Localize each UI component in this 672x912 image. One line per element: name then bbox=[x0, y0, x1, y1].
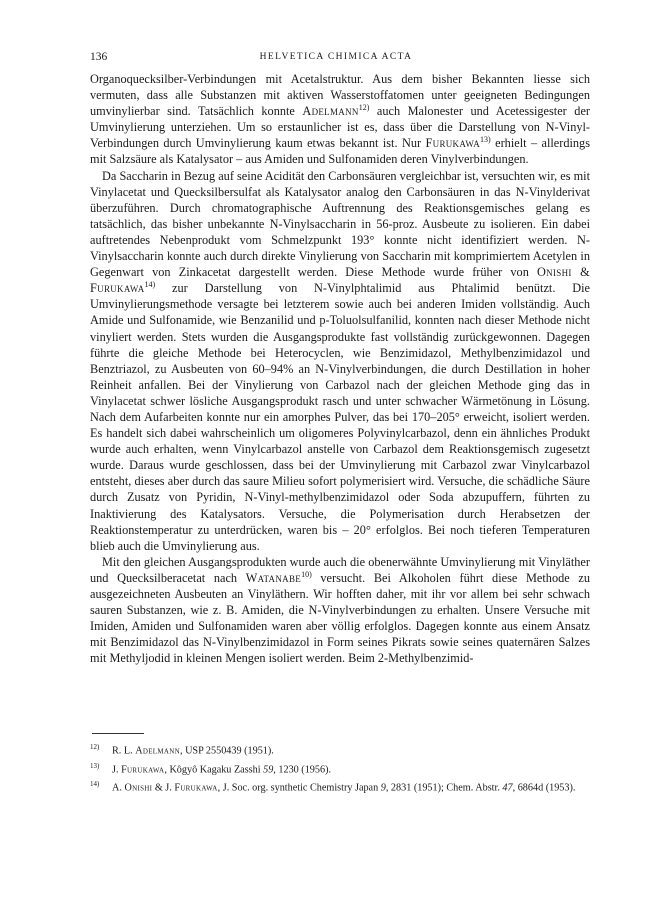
footnote-marker bbox=[90, 759, 112, 778]
footnotes bbox=[90, 740, 590, 796]
page-number: 136 bbox=[90, 51, 108, 63]
volume-number: 9 bbox=[380, 782, 386, 794]
text-run: J. bbox=[112, 764, 122, 776]
author-name: Adelmann bbox=[302, 104, 359, 119]
footnote bbox=[90, 777, 590, 796]
reference-marker: 14) bbox=[144, 280, 156, 290]
page-header bbox=[84, 51, 588, 67]
reference-marker: 13) bbox=[480, 135, 491, 145]
author-name: Watanabe bbox=[245, 570, 302, 585]
text-run: erhielt – allerdings mit Salzsäure als Katalysator – aus Amiden und Sulfonamiden deren Vinylverbindungen. bbox=[90, 136, 590, 167]
footnote-number: 13) bbox=[90, 761, 100, 770]
text-run: versucht. Bei Alkoholen führt diese Methode zu ausgezeichneten Ausbeuten an Vinyläthern. Wir hofften daher, mit ihr vor allem bei sehr schwach sauren Substanzen, wie z. B. Amiden, die N-Vinylverbindungen zu erhalten. Unsere Versuche mit Imiden, Amiden und Sulfonamiden waren aber völlig erfolglos. Dagegen konnte aus einem Ansatz mit Benzimidazol das N-Vinylbenzimidazol in Form seines Pikrats sowie seines quaternären Salzes mit Methyljodid in kleinen Mengen isoliert werden. Beim 2-Methylbenzimid- bbox=[90, 570, 590, 666]
author-name: Onishi bbox=[124, 782, 153, 794]
text-run: Da Saccharin in Bezug auf seine Acidität den Carbonsäuren vergleichbar ist, versuchten wir, es mit Vinylacetat und Quecksilbersulfat als Katalysator analog den Carbonsäuren in das N-Vinylderivat überzuführen. Durch chromatographische Auftrennung des Reaktionsgemisches gelang es tatsächlich, das bisher unbekannte N-Vinylsaccharin in 56-proz. Ausbeute zu isolieren. Ein dabei auftretendes Nebenprodukt vom Schmelzpunkt 193° konnte nicht identifiziert werden. N-Vinylsaccharin konnte auch durch direkte Vinylierung von Saccharin mit komprimiertem Acetylen in Gegenwart von Zinkacetat dargestellt werden. Diese Methode wurde früher von bbox=[90, 168, 590, 280]
author-name: Onishi & Furukawa bbox=[90, 265, 590, 296]
footnote-marker bbox=[90, 740, 112, 759]
text-run: A. bbox=[112, 782, 125, 794]
volume-number: 59 bbox=[263, 764, 274, 776]
footnote-number: 14) bbox=[90, 780, 100, 789]
author-name: Furukawa bbox=[121, 764, 165, 776]
text-run: , USP 2550439 (1951). bbox=[179, 745, 274, 757]
paragraph bbox=[90, 168, 590, 554]
volume-number: 47 bbox=[502, 782, 513, 794]
footnote-number: 12) bbox=[90, 743, 100, 751]
reference-marker: 12) bbox=[358, 103, 370, 113]
footnote bbox=[90, 740, 590, 759]
author-name: Furukawa bbox=[425, 136, 481, 151]
footnote-marker bbox=[90, 777, 112, 796]
text-run: & J. bbox=[152, 782, 175, 794]
text-run: auch Malonester und Acetessigester der Umvinylierung unterziehen. Um so erstaunlicher ist es, dass über die Darstellung von N-Vinyl-Verbindungen durch Umvinylierung kaum etwas bekannt ist. Nur bbox=[90, 104, 590, 151]
footnote bbox=[90, 759, 590, 778]
footnote-rule bbox=[92, 733, 144, 734]
text-run: zur Darstellung von N-Vinylphtalimid aus Phtalimid benützt. Die Umvinylierungsmethode versagte bei letzterem sowie auch bei anderen Imiden vollständig. Auch Amide und Sulfonamide, wie Benzanilid und p-Toluolsulfanilid, konnten nach dieser Methode nicht vinyliert werden. Stets wurden die Ausgangsprodukte fast vollständig zurückgewonnen. Dagegen führte die gleiche Methode bei Heterocyclen, wie Benzimidazol, Methylbenzimidazol und Benztriazol, zu Ausbeuten von 60–94% an N-Vinylverbindungen, die durch Destillation in hoher Reinheit anfallen. Bei der Vinylierung von Carbazol nach der gleichen Methode ging das in Vinylacetat schwer lösliche Ausgangsprodukt rasch und unter schwacher Wärmetönung in Lösung. Nach dem Aufarbeiten konnte nur ein amorphes Pulver, das bei 170–205° erweicht, isoliert werden. Es handelt sich dabei wahrscheinlich um oligomeres Polyvinylcarbazol, denn ein ähnliches Produkt wurde auch erhalten, wenn Vinylcarbazol anstelle von Carbazol dem Reaktionsgemisch zugesetzt wurde. Daraus wurde geschlossen, dass bei der Umvinylierung mit Carbazol zwar Vinylcarbazol entsteht, dieses aber durch das saure Milieu sofort polymerisiert wird. Versuche, die schädliche Säure durch Zusatz von Pyridin, N-Vinyl-methylbenzimidazol oder Soda abzupuffern, führten zu Inaktivierung des Katalysators. Versuche, die Polymerisation durch Herabsetzen der Reaktionstemperatur zu unterdrücken, waren bis – 20° erfolglos. Bei noch tieferen Temperaturen blieb auch die Umvinylierung aus. bbox=[90, 281, 590, 553]
text-run: , 1230 (1956). bbox=[273, 764, 332, 776]
text-run: , Kôgyô Kagaku Zasshi bbox=[164, 764, 264, 776]
author-name: Furukawa bbox=[174, 782, 218, 794]
text-run: Organoquecksilber-Verbindungen mit Acetalstruktur. Aus dem bisher Bekannten liesse sich vermuten, dass alle Substanzen mit aktiven Wasserstoffatomen unter geeigneten Bedingungen umvinylierbar sind. Tatsächlich konnte bbox=[90, 72, 590, 119]
paragraph bbox=[90, 554, 590, 667]
text-run: , 6864d (1953). bbox=[512, 782, 576, 794]
text-run: , J. Soc. org. synthetic Chemistry Japan bbox=[217, 782, 381, 794]
body-text bbox=[90, 71, 590, 666]
text-run: Mit den gleichen Ausgangsprodukten wurde auch die obenerwähnte Umvinylierung mit Vinyläther und Quecksilberacetat nach bbox=[90, 554, 590, 585]
journal-title: HELVETICA CHIMICA ACTA bbox=[259, 52, 413, 62]
author-name: Adelmann bbox=[135, 745, 180, 757]
text-run: , 2831 (1951); Chem. Abstr. bbox=[385, 782, 503, 794]
text-run: R. L. bbox=[112, 745, 136, 757]
paragraph bbox=[90, 71, 590, 168]
reference-marker: 10) bbox=[301, 569, 312, 579]
